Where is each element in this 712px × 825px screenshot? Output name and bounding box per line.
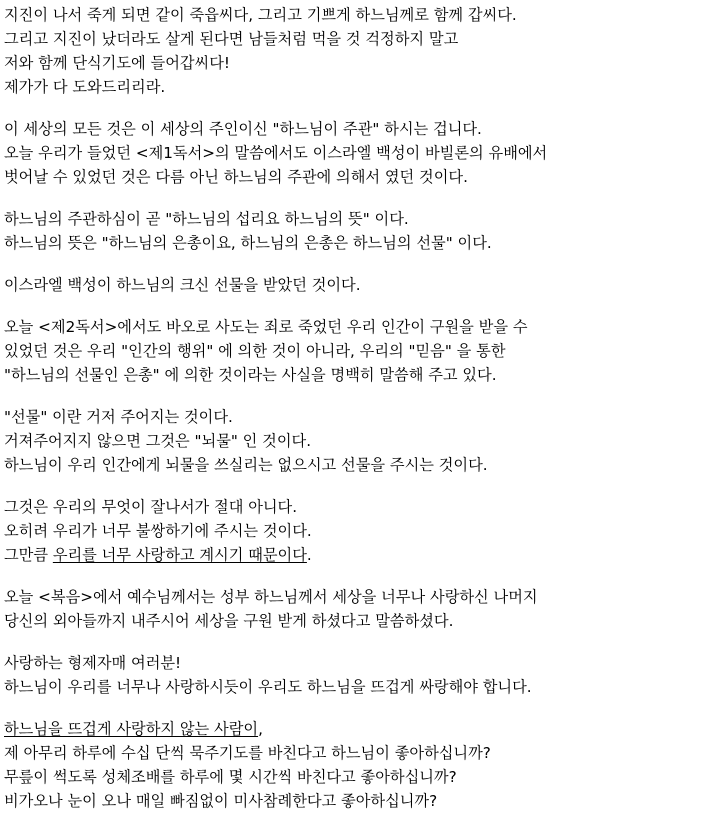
line-text: . xyxy=(306,546,312,564)
line-text: , xyxy=(258,720,263,738)
text-line xyxy=(4,78,165,96)
line-text: 하느님이 우리 인간에게 뇌물을 쓰실리는 없으시고 선물을 주시는 것이다. xyxy=(4,456,488,474)
text-line xyxy=(4,30,458,48)
line-text: "하느님의 선물인 은총" 에 의한 것이라는 사실을 명백히 말씀해 주고 있다. xyxy=(4,366,497,384)
text-line xyxy=(4,744,491,762)
text-line xyxy=(4,54,230,72)
text-line xyxy=(4,6,517,24)
line-text: 제가가 다 도와드리리라. xyxy=(4,78,166,96)
line-text: "선물" 이란 거저 주어지는 것이다. xyxy=(4,408,233,426)
text-line xyxy=(4,276,361,294)
text-line xyxy=(4,120,482,138)
text-line xyxy=(4,612,453,630)
line-text: 이 세상의 모든 것은 이 세상의 주인이신 "하느님이 주관" 하시는 겁니다. xyxy=(4,120,482,138)
line-text: 오늘 우리가 들었던 <제1독서>의 말씀에서도 이스라엘 백성이 바빌론의 유배에서 xyxy=(4,144,548,162)
line-text: 하느님의 주관하심이 곧 "하느님의 섭리요 하느님의 뜻" 이다. xyxy=(4,210,409,228)
text-line xyxy=(4,522,312,540)
line-text: 그것은 우리의 무엇이 잘나서가 절대 아니다. xyxy=(4,498,298,516)
text-line xyxy=(4,768,457,786)
line-text: 이스라엘 백성이 하느님의 크신 선물을 받았던 것이다. xyxy=(4,276,361,294)
text-line xyxy=(4,366,497,384)
line-text: 벗어날 수 있었던 것은 다름 아닌 하느님의 주관에 의해서 였던 것이다. xyxy=(4,168,468,186)
text-line xyxy=(4,456,488,474)
text-line xyxy=(4,318,528,336)
line-text: 하느님의 뜻은 "하느님의 은총이요, 하느님의 은총은 하느님의 선물" 이다. xyxy=(4,234,492,252)
line-text: 제 아무리 하루에 수십 단씩 묵주기도를 바친다고 하느님이 좋아하십니까? xyxy=(4,744,491,762)
text-line xyxy=(4,678,532,696)
text-line xyxy=(4,342,506,360)
text-line xyxy=(4,144,547,162)
text-line xyxy=(4,210,409,228)
line-text: 하느님이 우리를 너무나 사랑하시듯이 우리도 하느님을 뜨겁게 싸랑해야 합니다. xyxy=(4,678,532,696)
line-text: 있었던 것은 우리 "인간의 행위" 에 의한 것이 아니라, 우리의 "믿음" 을 통한 xyxy=(4,342,506,360)
underlined-text: 우리를 너무 사랑하고 계시기 때문이다 xyxy=(52,546,307,564)
text-line xyxy=(4,546,312,564)
line-text: 비가오나 눈이 오나 매일 빠짐없이 미사참례한다고 좋아하십니까? xyxy=(4,792,438,810)
line-text: 지진이 나서 죽게 되면 같이 죽읍씨다, 그리고 기쁘게 하느님께로 함께 갑씨다. xyxy=(4,6,517,24)
text-line xyxy=(4,654,181,672)
line-text: 사랑하는 형제자매 여러분! xyxy=(4,654,182,672)
text-line xyxy=(4,234,492,252)
line-text: 거져주어지지 않으면 그것은 "뇌물" 인 것이다. xyxy=(4,432,312,450)
text-line xyxy=(4,792,437,810)
text-line xyxy=(4,432,311,450)
line-text: 오히려 우리가 너무 불쌍하기에 주시는 것이다. xyxy=(4,522,312,540)
text-line xyxy=(4,588,538,606)
text-line xyxy=(4,720,263,738)
text-line xyxy=(4,408,233,426)
underlined-text: 하느님을 뜨겁게 사랑하지 않는 사람이 xyxy=(4,720,259,738)
line-text: 오늘 <제2독서>에서도 바오로 사도는 죄로 죽었던 우리 인간이 구원을 받을 수 xyxy=(4,318,528,336)
line-text: 당신의 외아들까지 내주시어 세상을 구원 받게 하셨다고 말씀하셨다. xyxy=(4,612,454,630)
line-text: 무릎이 썩도록 성체조배를 하루에 몇 시간씩 바친다고 좋아하십니까? xyxy=(4,768,457,786)
text-line xyxy=(4,498,297,516)
text-line xyxy=(4,168,468,186)
line-text: 그리고 지진이 났더라도 살게 된다면 남들처럼 먹을 것 걱정하지 말고 xyxy=(4,30,459,48)
line-text: 그만큼 xyxy=(4,546,53,564)
line-text: 저와 함께 단식기도에 들어갑씨다! xyxy=(4,54,230,72)
line-text: 오늘 <복음>에서 예수님께서는 성부 하느님께서 세상을 너무나 사랑하신 나머지 xyxy=(4,588,538,606)
